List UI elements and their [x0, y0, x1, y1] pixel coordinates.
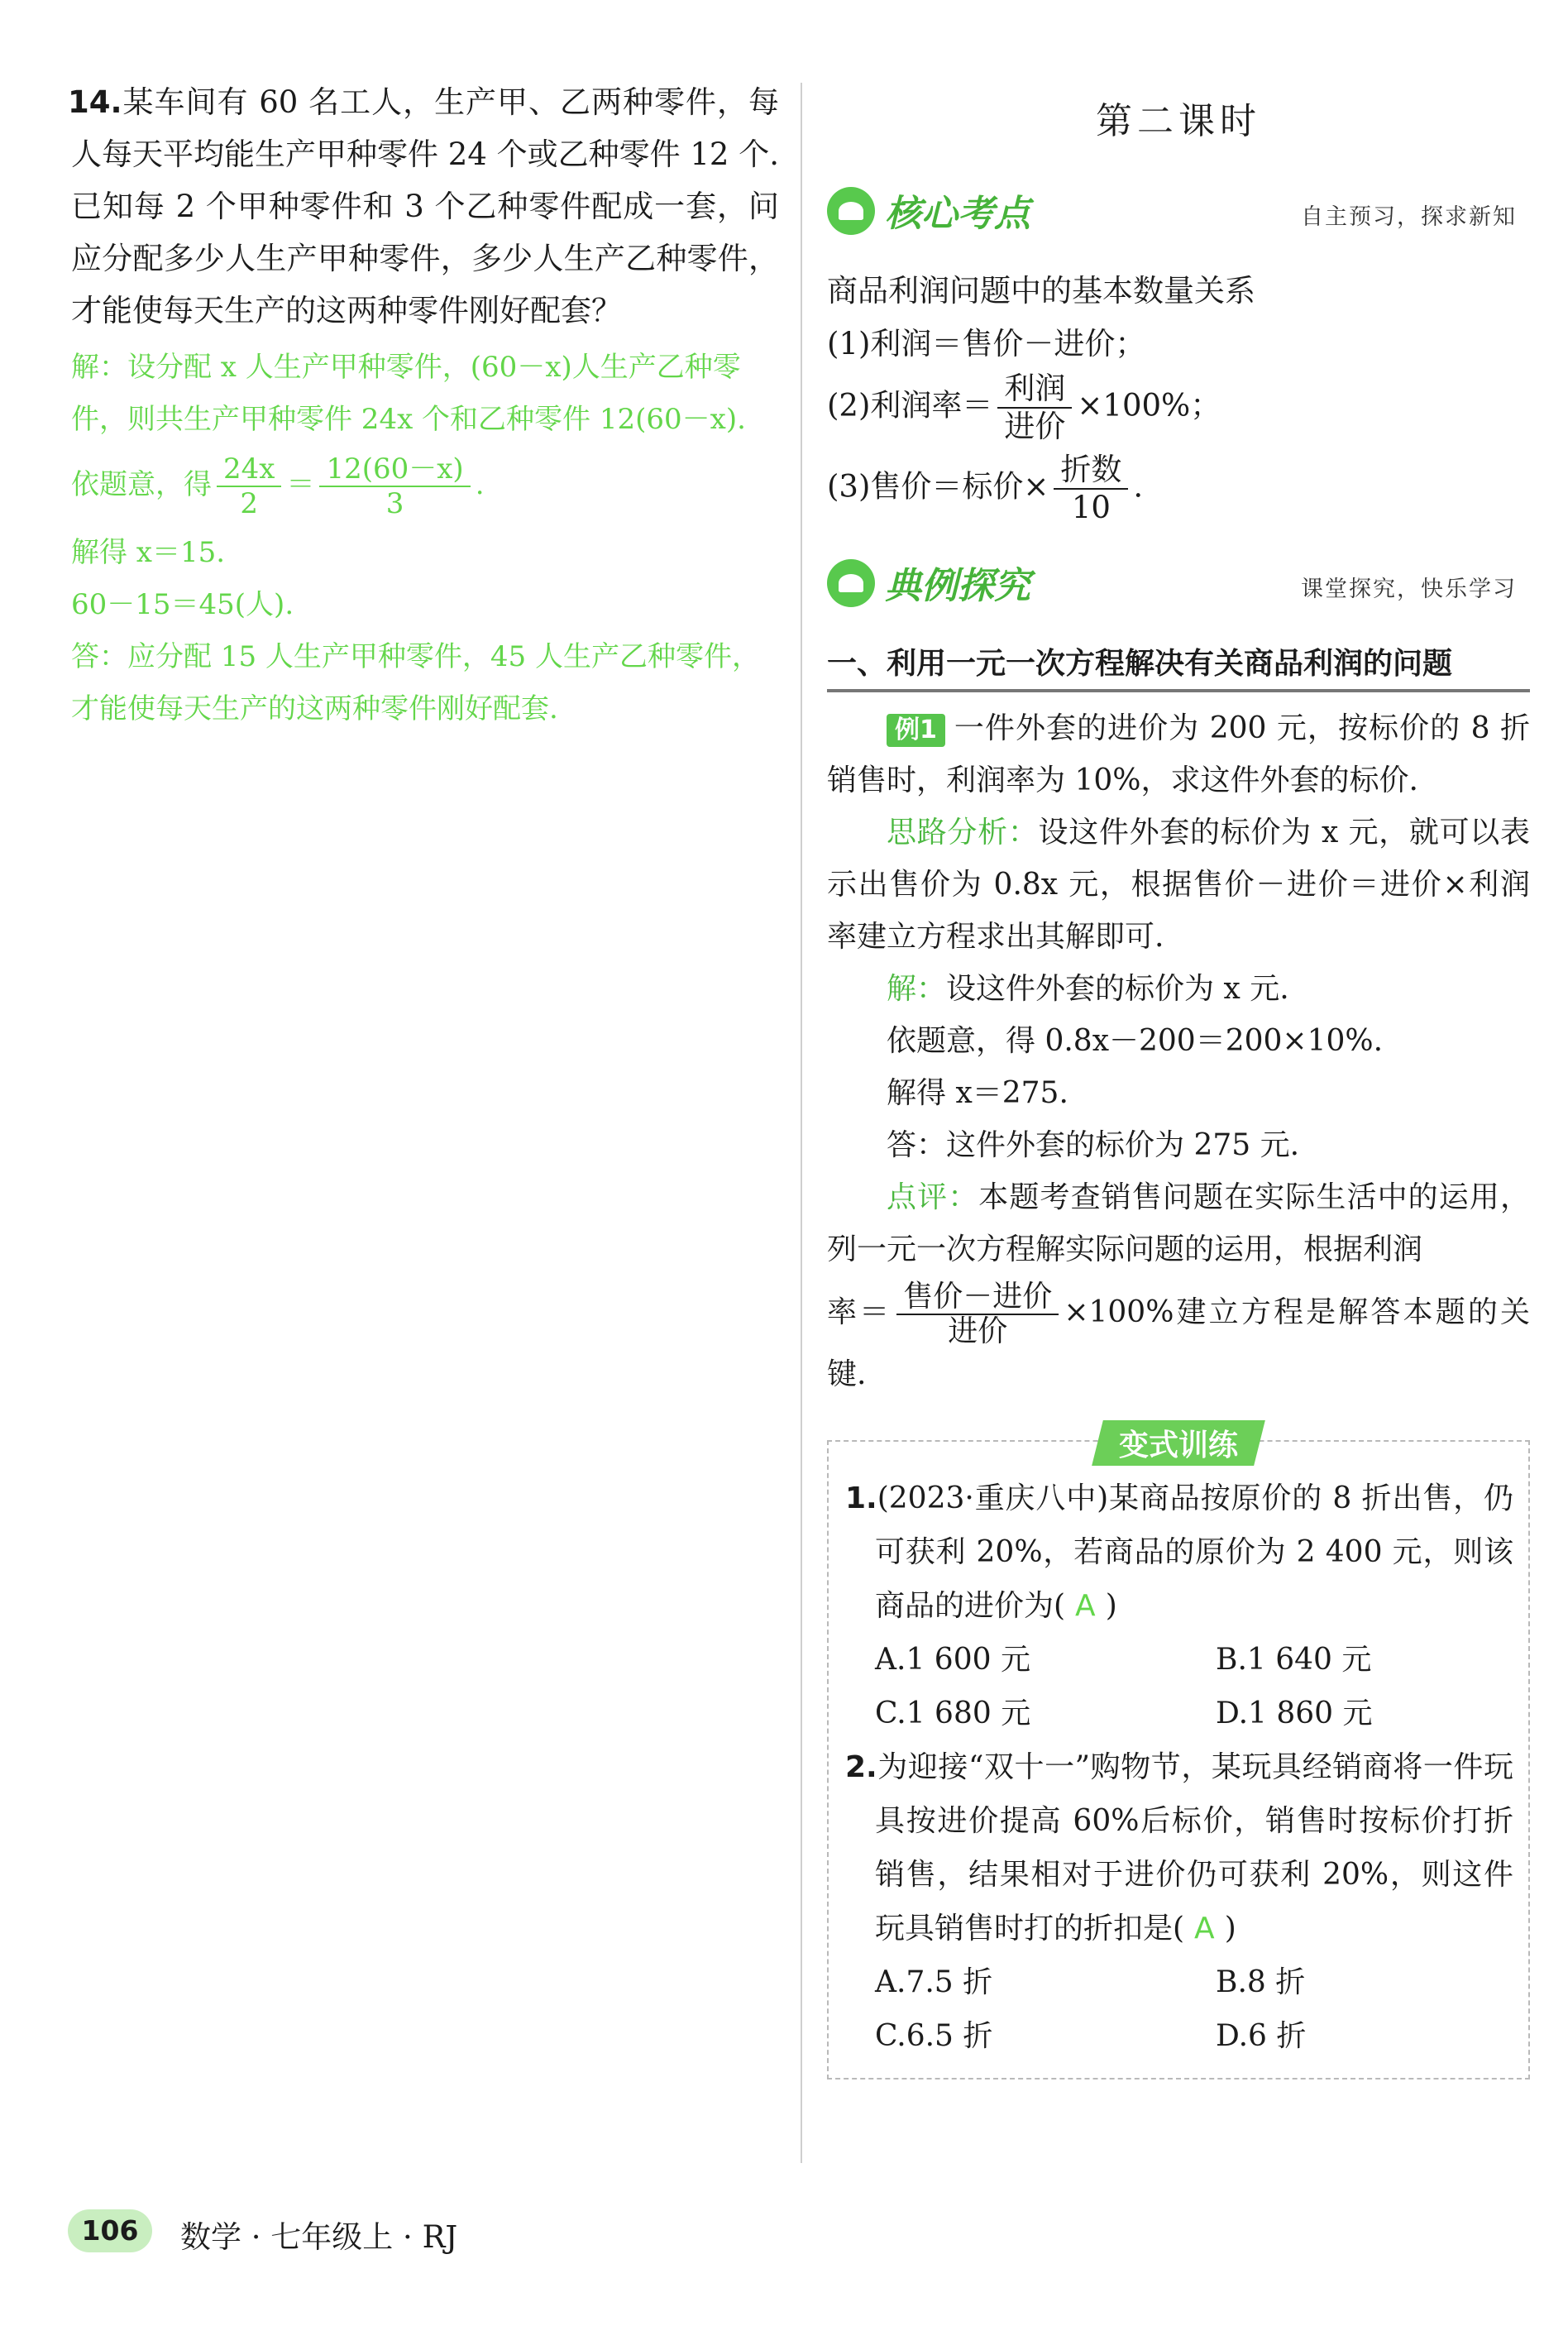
option-d: D.6 折	[1216, 2019, 1307, 2053]
fraction-numerator: 24x	[217, 452, 281, 487]
fraction	[997, 371, 1072, 445]
heart-icon	[827, 187, 875, 235]
option-c: C.1 680 元	[875, 1697, 1031, 1730]
answer-mark: A	[1194, 1912, 1215, 1946]
comment-formula	[827, 1280, 1530, 1400]
core-item-3	[827, 452, 1530, 526]
formula-suffix: .	[1133, 468, 1144, 505]
question-number: 1.	[845, 1481, 877, 1515]
section-subtitle: 课堂探究，快乐学习	[1301, 577, 1517, 602]
topic-heading: 一、利用一元一次方程解决有关商品利润的问题	[827, 640, 1530, 692]
fraction-denominator: 2	[240, 487, 259, 520]
question-14	[68, 76, 779, 337]
question-14-solution	[71, 342, 779, 735]
formula-suffix: ×100%建立方程是解答本题的关键.	[827, 1295, 1530, 1391]
equation-end: .	[475, 468, 485, 501]
comment-label: 点评：	[887, 1180, 979, 1214]
option-c: C.6.5 折	[875, 2019, 993, 2053]
fraction	[319, 452, 470, 520]
fraction	[896, 1280, 1059, 1348]
analysis-label: 思路分析：	[887, 816, 1039, 850]
example-tag: 例1	[887, 714, 945, 747]
options	[845, 1955, 1513, 2063]
practice-question-1	[845, 1472, 1513, 1740]
lesson-title: 第二课时	[1096, 100, 1261, 142]
solution-line: 解得 x＝15.	[71, 536, 226, 569]
fraction	[1054, 452, 1128, 526]
option-a: A.1 600 元	[875, 1643, 1030, 1677]
solution-line: 解：设分配 x 人生产甲种零件，(60－x)人生产乙种零件，则共生产甲种零件 24x 个和乙种零件 12(60－x).	[71, 351, 746, 436]
core-points	[827, 265, 1530, 526]
chart-icon	[827, 559, 875, 607]
question-number: 2.	[845, 1750, 877, 1784]
answer-mark: A	[1075, 1589, 1096, 1623]
solution-text: 设这件外套的标价为 x 元.	[946, 972, 1289, 1006]
equation-prefix: 依题意，得	[71, 468, 212, 501]
practice-title-text: 变式训练	[1118, 1429, 1239, 1462]
formula-suffix: ×100%；	[1077, 387, 1221, 424]
book-name: 数学 · 七年级上 · RJ	[180, 2219, 458, 2255]
fraction-denominator: 进价	[1004, 409, 1066, 444]
left-column	[68, 76, 779, 735]
fraction-numerator: 售价－进价	[896, 1280, 1059, 1315]
fraction-denominator: 10	[1071, 490, 1111, 525]
section-title: 核心考点	[885, 193, 1030, 235]
page-number: 106	[68, 2209, 152, 2252]
example-solution	[827, 963, 1530, 1015]
comment-text: 本题考查销售问题在实际生活中的运用，列一元一次方程解实际问题的运用，根据利润	[827, 1180, 1530, 1266]
options	[845, 1633, 1513, 1740]
formula-prefix: (2)利润率＝	[827, 387, 993, 424]
section-title: 典例探究	[885, 565, 1030, 607]
practice-box	[827, 1429, 1530, 2080]
example-problem	[827, 702, 1530, 806]
examples-header	[827, 556, 1530, 620]
example-1	[827, 702, 1530, 1400]
solution-label: 解：	[887, 972, 947, 1006]
question-stem: 为迎接“双十一”购物节，某玩具经销商将一件玩具按进价提高 60%后标价，销售时按标价打折销售，结果相对于进价仍可获利 20%，则这件玩具销售时打的折扣是(	[875, 1750, 1513, 1946]
section-subtitle: 自主预习，探求新知	[1301, 204, 1517, 230]
question-stem-end: )	[1224, 1912, 1236, 1946]
question-stem-end: )	[1105, 1589, 1117, 1623]
option-b: B.1 640 元	[1216, 1643, 1372, 1677]
solution-line: 依题意，得 0.8x－200＝200×10%.	[887, 1024, 1384, 1058]
option-b: B.8 折	[1216, 1965, 1306, 1999]
core-item-2	[827, 371, 1530, 445]
practice-question-2	[845, 1740, 1513, 2063]
formula-prefix: (3)售价＝标价×	[827, 468, 1049, 505]
core-points-header	[827, 184, 1530, 248]
option-a: A.7.5 折	[875, 1965, 993, 1999]
analysis-text: 设这件外套的标价为 x 元，就可以表示出售价为 0.8x 元，根据售价－进价＝进价×利润率建立方程求出其解即可.	[827, 816, 1530, 954]
fraction-numerator: 折数	[1054, 452, 1128, 490]
equals-sign: ＝	[286, 468, 315, 501]
solution-answer: 答：应分配 15 人生产甲种零件，45 人生产乙种零件，才能使每天生产的这两种零件刚好配套.	[71, 640, 760, 725]
fraction-numerator: 12(60－x)	[319, 452, 470, 487]
question-text	[845, 1472, 1513, 1633]
core-intro: 商品利润问题中的基本数量关系	[827, 273, 1255, 309]
solution-answer: 答：这件外套的标价为 275 元.	[887, 1128, 1300, 1162]
column-divider	[801, 83, 802, 2163]
formula-prefix: 率＝	[827, 1295, 892, 1329]
fraction	[217, 452, 281, 520]
fraction-numerator: 利润	[997, 371, 1072, 409]
fraction-denominator: 3	[385, 487, 404, 520]
example-analysis	[827, 806, 1530, 963]
fraction-denominator: 进价	[948, 1314, 1008, 1348]
practice-title	[1092, 1420, 1265, 1466]
right-column	[827, 91, 1530, 2080]
question-text: 某车间有 60 名工人，生产甲、乙两种零件，每人每天平均能生产甲种零件 24 个或乙种零件 12 个.已知每 2 个甲种零件和 3 个乙种零件配成一套，问应分配多少人生产甲种零件，多少人生产乙种零件，才能使每天生产的这两种零件刚好配套？	[71, 84, 779, 328]
question-number: 14.	[68, 84, 122, 120]
example-problem-text: 一件外套的进价为 200 元，按标价的 8 折销售时，利润率为 10%，求这件外套的标价.	[827, 711, 1530, 797]
solution-line: 60－15＝45(人).	[71, 588, 294, 621]
example-comment	[827, 1171, 1530, 1275]
question-text	[845, 1740, 1513, 1955]
solution-line: 解得 x＝275.	[887, 1076, 1068, 1110]
option-d: D.1 860 元	[1216, 1697, 1373, 1730]
core-item-1: (1)利润＝售价－进价；	[827, 326, 1146, 361]
question-stem: (2023·重庆八中)某商品按原价的 8 折出售，仍可获利 20%，若商品的原价为 2 400 元，则该商品的进价为(	[875, 1481, 1513, 1623]
solution-equation	[71, 452, 779, 520]
